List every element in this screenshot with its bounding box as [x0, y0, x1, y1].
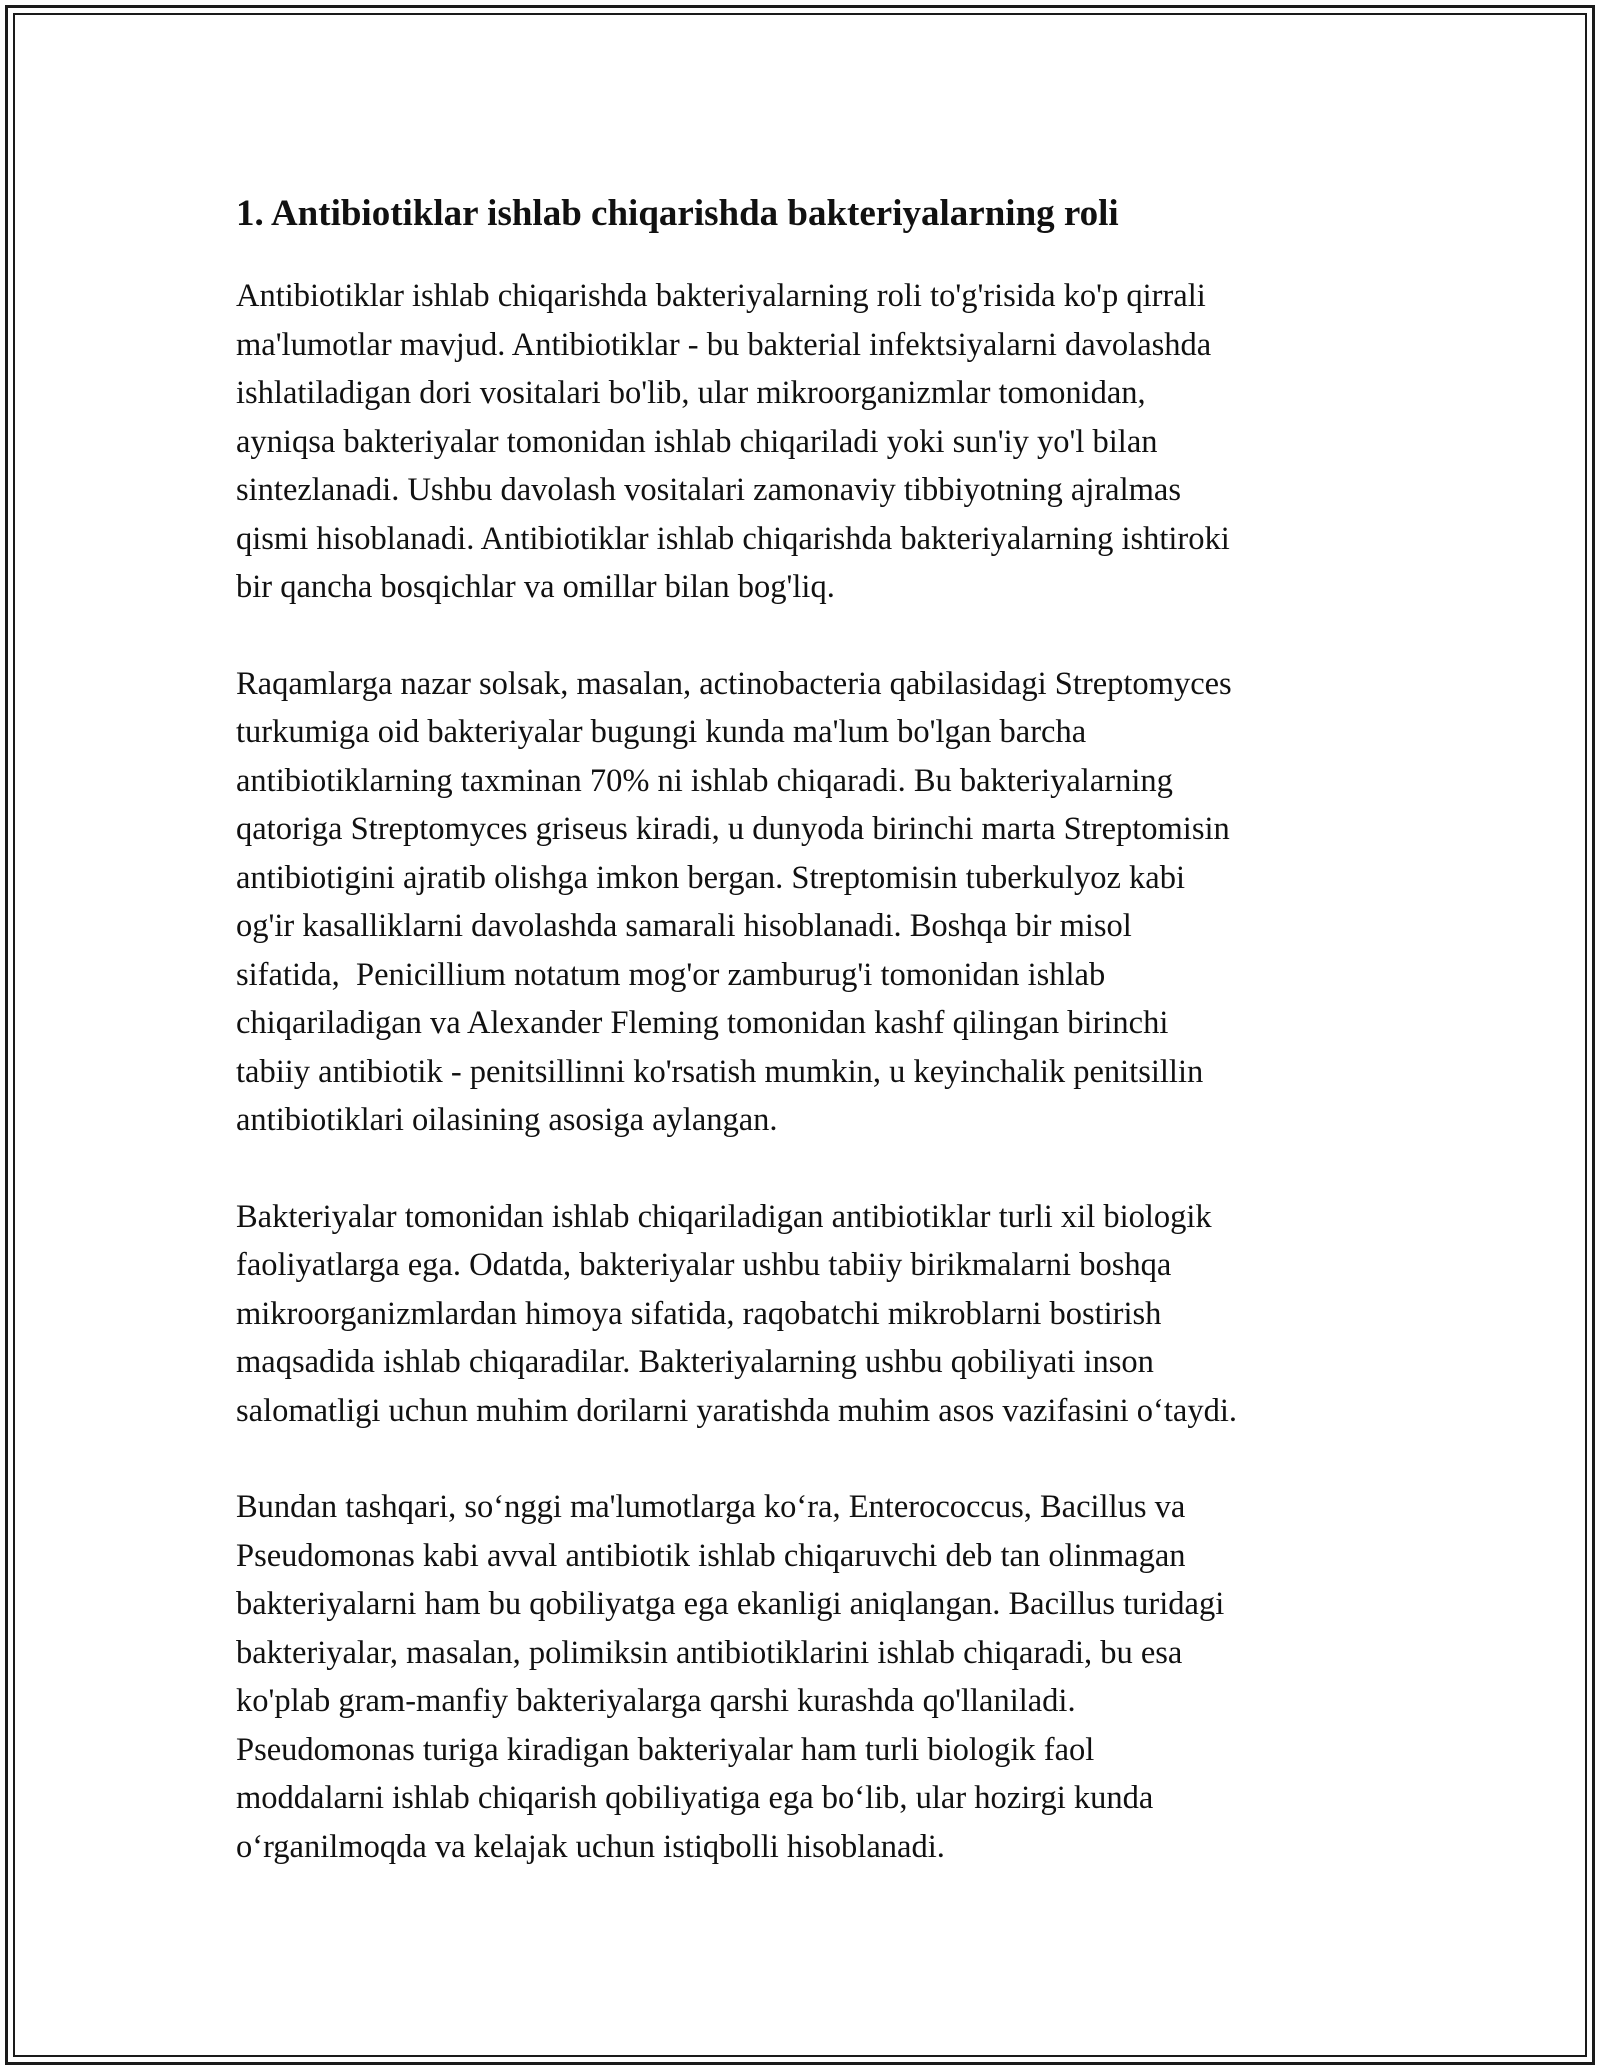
paragraph-line: Bundan tashqari, so‘nggi ma'lumotlarga ko‘ra, Enterococcus, Bacillus va: [236, 1489, 1186, 1525]
paragraph-line: antibiotiklari oilasining asosiga aylangan.: [236, 1102, 778, 1138]
paragraph-line: og'ir kasalliklarni davolashda samarali hisoblanadi. Boshqa bir misol: [236, 908, 1132, 944]
paragraph-line: mikroorganizmlardan himoya sifatida, raqobatchi mikroblarni bostirish: [236, 1295, 1162, 1332]
paragraph-line: sintezlanadi. Ushbu davolash vositalari zamonaviy tibbiyotning ajralmas: [236, 472, 1181, 508]
paragraph-line: antibiotiklarning taxminan 70% ni ishlab chiqaradi. Bu bakteriyalarning: [236, 762, 1173, 799]
paragraph-line: ma'lumotlar mavjud. Antibiotiklar - bu bakterial infektsiyalarni davolashda: [236, 326, 1212, 363]
paragraph-line: tabiiy antibiotik - penitsillinni ko'rsatish mumkin, u keyinchalik penitsillin: [236, 1053, 1204, 1090]
paragraph-line: turkumiga oid bakteriyalar bugungi kunda ma'lum bo'lgan barcha: [236, 714, 1087, 750]
paragraph-line: bakteriyalarni ham bu qobiliyatga ega ekanligi aniqlangan. Bacillus turidagi: [236, 1586, 1225, 1622]
paragraph-line: Bakteriyalar tomonidan ishlab chiqariladigan antibiotiklar turli xil biologik: [236, 1198, 1212, 1235]
section-heading: 1. Antibiotiklar ishlab chiqarishda bakteriyalarning roli: [236, 193, 1119, 234]
paragraph-1: [236, 272, 1376, 612]
paragraph-line: moddalarni ishlab chiqarish qobiliyatiga ega bo‘lib, ular hozirgi kunda: [236, 1780, 1154, 1816]
paragraph-line: qatoriga Streptomyces griseus kiradi, u dunyoda birinchi marta Streptomisin: [236, 811, 1230, 847]
paragraph-line: chiqariladigan va Alexander Fleming tomonidan kashf qilingan birinchi: [236, 1005, 1169, 1041]
paragraph-line: bir qancha bosqichlar va omillar bilan bog'liq.: [236, 569, 835, 605]
paragraph-line: maqsadida ishlab chiqaradilar. Bakteriyalarning ushbu qobiliyati inson: [236, 1344, 1154, 1380]
paragraph-line: o‘rganilmoqda va kelajak uchun istiqbolli hisoblanadi.: [236, 1828, 945, 1865]
paragraph-line: ishlatiladigan dori vositalari bo'lib, ular mikroorganizmlar tomonidan,: [236, 375, 1146, 411]
paragraph-line: faoliyatlarga ega. Odatda, bakteriyalar ushbu tabiiy birikmalarni boshqa: [236, 1247, 1172, 1283]
paragraph-line: salomatligi uchun muhim dorilarni yaratishda muhim asos vazifasini o‘taydi.: [236, 1392, 1237, 1429]
paragraph-line: sifatida, Penicillium notatum mog'or zamburug'i tomonidan ishlab: [236, 956, 1106, 993]
paragraph-line: Raqamlarga nazar solsak, masalan, actinobacteria qabilasidagi Streptomyces: [236, 665, 1232, 702]
paragraph-line: ayniqsa bakteriyalar tomonidan ishlab chiqariladi yoki sun'iy yo'l bilan: [236, 423, 1158, 460]
paragraph-line: antibiotigini ajratib olishga imkon bergan. Streptomisin tuberkulyoz kabi: [236, 859, 1185, 896]
document-body: [236, 190, 1376, 1919]
paragraph-line: Pseudomonas turiga kiradigan bakteriyalar ham turli biologik faol: [236, 1731, 1095, 1768]
paragraph-line: bakteriyalar, masalan, polimiksin antibiotiklarini ishlab chiqaradi, bu esa: [236, 1634, 1183, 1671]
paragraph-3: [236, 1193, 1376, 1436]
paragraph-line: qismi hisoblanadi. Antibiotiklar ishlab chiqarishda bakteriyalarning ishtiroki: [236, 520, 1230, 557]
paragraph-4: [236, 1483, 1376, 1871]
paragraph-line: Pseudomonas kabi avval antibiotik ishlab chiqaruvchi deb tan olinmagan: [236, 1537, 1186, 1574]
paragraph-2: [236, 660, 1376, 1145]
paragraph-line: Antibiotiklar ishlab chiqarishda bakteriyalarning roli to'g'risida ko'p qirrali: [236, 278, 1206, 314]
paragraph-line: ko'plab gram-manfiy bakteriyalarga qarshi kurashda qo'llaniladi.: [236, 1683, 1076, 1719]
